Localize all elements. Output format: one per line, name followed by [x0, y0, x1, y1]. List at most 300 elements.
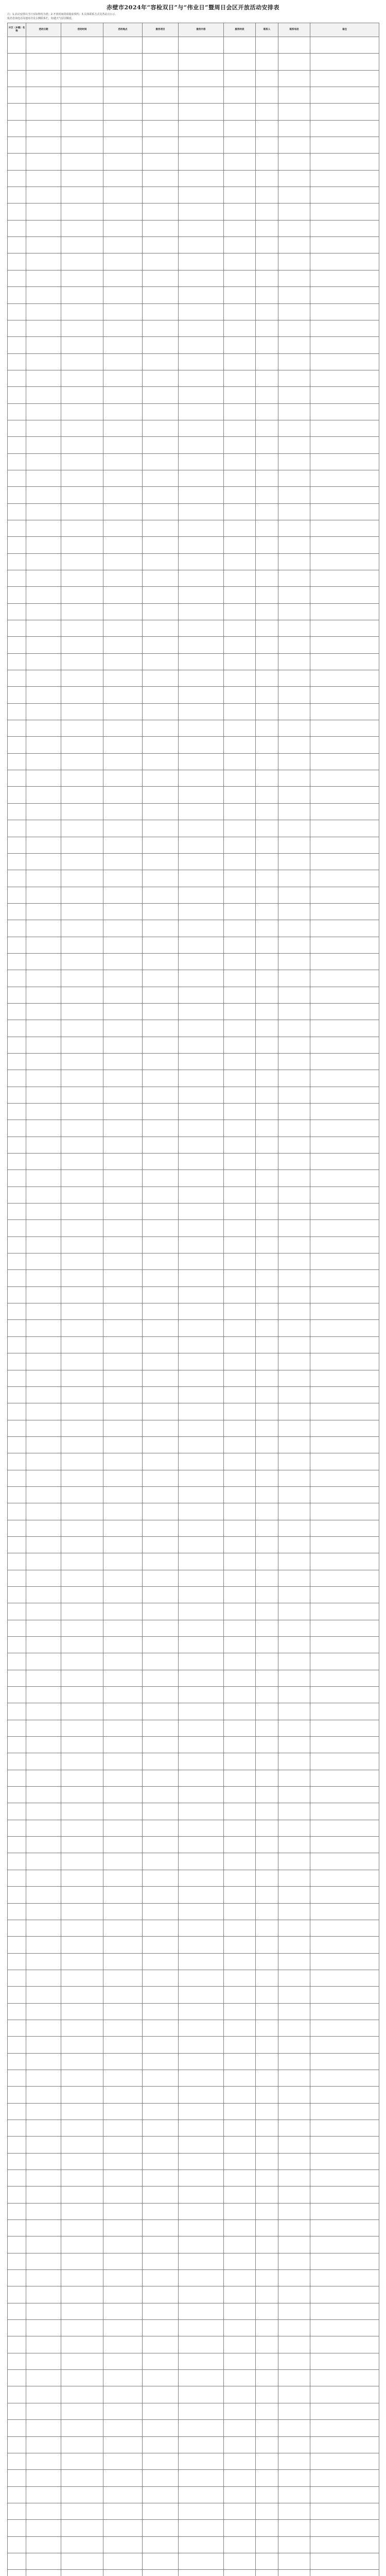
table-cell [26, 87, 61, 104]
table-cell [278, 2153, 310, 2170]
table-cell [8, 1070, 26, 1087]
table-cell [310, 1003, 379, 1020]
table-cell [143, 2070, 179, 2086]
table-cell [224, 1470, 256, 1486]
table-cell [179, 603, 224, 620]
table-cell [143, 520, 179, 536]
table-cell [179, 1570, 224, 1586]
table-cell [61, 1937, 103, 1953]
table-cell [310, 1020, 379, 1037]
table-cell [310, 1887, 379, 1903]
table-cell [143, 937, 179, 953]
table-cell [256, 270, 278, 286]
table-cell [8, 337, 26, 353]
table-cell [26, 2370, 61, 2386]
table-cell [179, 887, 224, 903]
table-cell [8, 303, 26, 320]
table-row [8, 987, 379, 1003]
table-cell [61, 303, 103, 320]
table-cell [26, 1803, 61, 1820]
table-cell [61, 104, 103, 120]
table-cell [278, 1104, 310, 1120]
table-cell [61, 1236, 103, 1253]
table-row [8, 753, 379, 770]
table-cell [256, 687, 278, 703]
table-cell [278, 1520, 310, 1536]
header-cell: 联系电话 [278, 23, 310, 37]
table-cell [256, 1536, 278, 1553]
table-cell [224, 2220, 256, 2236]
table-cell [143, 87, 179, 104]
table-cell [224, 753, 256, 770]
table-row [8, 1687, 379, 1703]
table-cell [179, 1286, 224, 1303]
table-cell [61, 1303, 103, 1320]
table-cell [26, 2137, 61, 2153]
table-cell [310, 803, 379, 820]
table-cell [224, 1453, 256, 1470]
table-cell [278, 2020, 310, 2036]
table-cell [143, 2570, 179, 2576]
table-cell [179, 1053, 224, 1070]
table-cell [310, 2220, 379, 2236]
table-cell [143, 2170, 179, 2187]
table-cell [179, 2170, 224, 2187]
table-cell [224, 670, 256, 687]
table-cell [310, 1336, 379, 1353]
table-cell [224, 270, 256, 286]
table-cell [8, 1570, 26, 1586]
table-cell [8, 2553, 26, 2569]
table-cell [103, 2486, 143, 2503]
table-cell [8, 170, 26, 187]
table-cell [61, 720, 103, 737]
table-cell [103, 770, 143, 787]
table-cell [224, 2236, 256, 2253]
table-cell [310, 2353, 379, 2369]
table-cell [256, 2087, 278, 2103]
table-cell [8, 1503, 26, 1520]
table-cell [8, 587, 26, 603]
table-cell [8, 1553, 26, 1570]
table-cell [179, 2087, 224, 2103]
table-cell [278, 1170, 310, 1187]
table-cell [103, 370, 143, 386]
table-cell [224, 720, 256, 737]
table-cell [256, 987, 278, 1003]
table-cell [26, 237, 61, 253]
table-cell [310, 1453, 379, 1470]
table-cell [310, 2286, 379, 2303]
table-cell [310, 1820, 379, 1836]
table-cell [224, 487, 256, 503]
table-cell [179, 2470, 224, 2486]
table-cell [224, 1403, 256, 1420]
table-cell [8, 920, 26, 937]
note-line: 注：1.活动安排以当日实际情况为准；2.开放时间段请提前预约；3.具体联系方式见各站点公示。 [7, 13, 118, 16]
table-cell [310, 870, 379, 887]
table-cell [179, 1486, 224, 1503]
table-cell [143, 987, 179, 1003]
table-row [8, 170, 379, 187]
table-cell [179, 253, 224, 270]
header-cell: 活动时间 [61, 23, 103, 37]
table-cell [256, 287, 278, 303]
table-cell [310, 720, 379, 737]
table-cell [61, 2153, 103, 2170]
table-cell [8, 1286, 26, 1303]
table-cell [224, 1020, 256, 1037]
table-cell [61, 703, 103, 720]
table-cell [61, 353, 103, 370]
table-cell [278, 820, 310, 837]
table-cell [61, 2486, 103, 2503]
table-cell [179, 2386, 224, 2403]
table-cell [8, 2120, 26, 2136]
table-row [8, 303, 379, 320]
table-cell [8, 1653, 26, 1670]
table-cell [278, 1070, 310, 1087]
table-cell [310, 2153, 379, 2170]
table-cell [26, 387, 61, 403]
table-row [8, 1837, 379, 1853]
table-cell [179, 2220, 224, 2236]
table-cell [224, 770, 256, 787]
table-cell [310, 1253, 379, 1270]
table-cell [8, 2486, 26, 2503]
table-cell [256, 703, 278, 720]
table-row [8, 937, 379, 953]
table-cell [103, 487, 143, 503]
table-cell [61, 820, 103, 837]
table-cell [61, 2336, 103, 2353]
table-cell [8, 2270, 26, 2286]
table-cell [103, 2286, 143, 2303]
table-cell [103, 820, 143, 837]
table-cell [310, 970, 379, 987]
table-cell [143, 553, 179, 570]
table-row [8, 87, 379, 104]
table-cell [310, 470, 379, 486]
table-cell [179, 120, 224, 137]
table-cell [26, 2553, 61, 2569]
table-cell [143, 287, 179, 303]
table-cell [224, 1204, 256, 1220]
table-cell [61, 920, 103, 937]
table-cell [256, 520, 278, 536]
table-cell [8, 487, 26, 503]
table-cell [278, 2520, 310, 2536]
table-cell [310, 1204, 379, 1220]
table-cell [8, 1720, 26, 1736]
table-cell [278, 987, 310, 1003]
table-row [8, 653, 379, 670]
table-row [8, 187, 379, 204]
table-cell [143, 1386, 179, 1403]
table-cell [310, 2536, 379, 2553]
table-cell [256, 1053, 278, 1070]
table-cell [26, 2286, 61, 2303]
table-cell [179, 353, 224, 370]
table-cell [26, 1353, 61, 1370]
table-cell [26, 1420, 61, 1436]
table-cell [310, 120, 379, 137]
table-row [8, 370, 379, 386]
table-cell [256, 237, 278, 253]
table-cell [26, 537, 61, 553]
table-cell [26, 1753, 61, 1770]
table-cell [143, 2453, 179, 2469]
table-cell [256, 204, 278, 220]
table-cell [143, 1303, 179, 1320]
table-cell [256, 1637, 278, 1653]
table-cell [26, 1070, 61, 1087]
table-row [8, 1420, 379, 1436]
table-row [8, 54, 379, 70]
table-cell [278, 1253, 310, 1270]
table-cell [61, 70, 103, 87]
table-cell [103, 1053, 143, 1070]
table-cell [8, 787, 26, 803]
table-row [8, 2120, 379, 2136]
table-cell [143, 887, 179, 903]
table-cell [103, 787, 143, 803]
table-cell [8, 1486, 26, 1503]
table-cell [8, 1536, 26, 1553]
table-cell [256, 570, 278, 587]
table-cell [278, 1953, 310, 1970]
table-cell [61, 370, 103, 386]
table-row [8, 1154, 379, 1170]
table-cell [143, 1503, 179, 1520]
table-cell [143, 1104, 179, 1120]
table-row [8, 1087, 379, 1103]
table-cell [256, 104, 278, 120]
table-cell [143, 1020, 179, 1037]
table-cell [103, 1204, 143, 1220]
table-cell [8, 1803, 26, 1820]
table-cell [310, 1653, 379, 1670]
table-cell [61, 520, 103, 536]
table-cell [103, 1303, 143, 1320]
table-cell [179, 2103, 224, 2120]
table-cell [310, 1937, 379, 1953]
table-cell [310, 1386, 379, 1403]
table-cell [179, 720, 224, 737]
table-cell [61, 503, 103, 520]
table-cell [278, 387, 310, 403]
table-cell [256, 1270, 278, 1286]
table-cell [61, 1470, 103, 1486]
table-cell [224, 470, 256, 486]
table-cell [224, 1170, 256, 1187]
table-cell [26, 1637, 61, 1653]
table-cell [103, 253, 143, 270]
table-cell [8, 1870, 26, 1886]
table-cell [278, 553, 310, 570]
table-cell [278, 204, 310, 220]
table-cell [8, 553, 26, 570]
table-cell [26, 37, 61, 54]
table-cell [256, 1770, 278, 1786]
table-cell [143, 2320, 179, 2336]
table-cell [61, 953, 103, 970]
table-cell [103, 2270, 143, 2286]
table-cell [103, 37, 143, 54]
table-cell [61, 1753, 103, 1770]
table-cell [26, 737, 61, 753]
table-cell [179, 1220, 224, 1236]
table-cell [143, 170, 179, 187]
table-cell [256, 2403, 278, 2419]
table-cell [8, 2203, 26, 2219]
table-cell [143, 770, 179, 787]
table-row [8, 2403, 379, 2419]
table-cell [256, 2353, 278, 2369]
table-cell [224, 1837, 256, 1853]
table-cell [256, 1920, 278, 1936]
table-cell [179, 737, 224, 753]
table-cell [103, 903, 143, 920]
table-cell [278, 403, 310, 420]
table-cell [256, 1453, 278, 1470]
table-cell [143, 1887, 179, 1903]
table-cell [278, 1870, 310, 1886]
table-cell [103, 703, 143, 720]
table-cell [310, 703, 379, 720]
table-cell [224, 1503, 256, 1520]
table-row [8, 420, 379, 436]
table-cell [103, 2336, 143, 2353]
table-cell [143, 1703, 179, 1720]
table-cell [179, 653, 224, 670]
table-cell [224, 887, 256, 903]
table-cell [103, 2453, 143, 2469]
table-cell [143, 670, 179, 687]
table-cell [310, 320, 379, 336]
table-cell [224, 1137, 256, 1153]
table-cell [278, 603, 310, 620]
table-cell [103, 1586, 143, 1603]
table-cell [61, 970, 103, 987]
table-cell [179, 54, 224, 70]
table-cell [256, 1370, 278, 1386]
table-cell [103, 1687, 143, 1703]
table-cell [103, 937, 143, 953]
table-cell [256, 2520, 278, 2536]
table-cell [26, 887, 61, 903]
table-cell [179, 270, 224, 286]
table-cell [26, 104, 61, 120]
table-cell [310, 1737, 379, 1753]
table-cell [310, 154, 379, 170]
table-cell [256, 903, 278, 920]
table-cell [310, 953, 379, 970]
table-cell [278, 1353, 310, 1370]
table-cell [224, 54, 256, 70]
table-cell [278, 2486, 310, 2503]
table-cell [143, 1353, 179, 1370]
table-cell [310, 787, 379, 803]
table-cell [278, 587, 310, 603]
table-cell [103, 2420, 143, 2436]
table-cell [143, 320, 179, 336]
table-cell [278, 170, 310, 187]
table-row [8, 1520, 379, 1536]
table-cell [179, 853, 224, 870]
table-cell [278, 1920, 310, 1936]
table-cell [26, 987, 61, 1003]
table-cell [224, 837, 256, 853]
table-cell [310, 1187, 379, 1203]
table-cell [26, 270, 61, 286]
table-cell [278, 1386, 310, 1403]
table-cell [179, 1987, 224, 2003]
table-row [8, 1270, 379, 1286]
table-cell [103, 520, 143, 536]
table-cell [256, 2253, 278, 2269]
table-cell [256, 1087, 278, 1103]
table-cell [143, 303, 179, 320]
table-row [8, 1703, 379, 1720]
table-row [8, 403, 379, 420]
table-cell [310, 1104, 379, 1120]
table-cell [224, 1620, 256, 1636]
table-cell [256, 837, 278, 853]
table-cell [8, 520, 26, 536]
header-cell: 服务时段 [224, 23, 256, 37]
table-cell [61, 2553, 103, 2569]
table-cell [8, 1737, 26, 1753]
table-cell [26, 1853, 61, 1870]
table-cell [143, 1087, 179, 1103]
table-cell [179, 1253, 224, 1270]
table-cell [179, 220, 224, 236]
table-cell [26, 2436, 61, 2453]
table-cell [61, 787, 103, 803]
table-cell [179, 2203, 224, 2219]
table-cell [278, 637, 310, 653]
table-cell [103, 2386, 143, 2403]
table-row [8, 2153, 379, 2170]
table-cell [143, 1236, 179, 1253]
table-cell [61, 687, 103, 703]
table-cell [8, 270, 26, 286]
table-cell [278, 870, 310, 887]
table-cell [143, 2087, 179, 2103]
table-cell [61, 1253, 103, 1270]
table-cell [143, 587, 179, 603]
table-cell [143, 1403, 179, 1420]
table-cell [103, 1253, 143, 1270]
table-cell [61, 87, 103, 104]
table-cell [179, 154, 224, 170]
table-cell [8, 2353, 26, 2369]
table-cell [8, 2536, 26, 2553]
table-cell [61, 2403, 103, 2419]
table-cell [103, 2553, 143, 2569]
table-cell [143, 970, 179, 987]
table-cell [278, 270, 310, 286]
table-cell [143, 1204, 179, 1220]
table-cell [103, 453, 143, 470]
table-cell [278, 520, 310, 536]
table-cell [256, 1853, 278, 1870]
table-row [8, 670, 379, 687]
table-cell [224, 1820, 256, 1836]
table-cell [26, 353, 61, 370]
table-cell [310, 903, 379, 920]
